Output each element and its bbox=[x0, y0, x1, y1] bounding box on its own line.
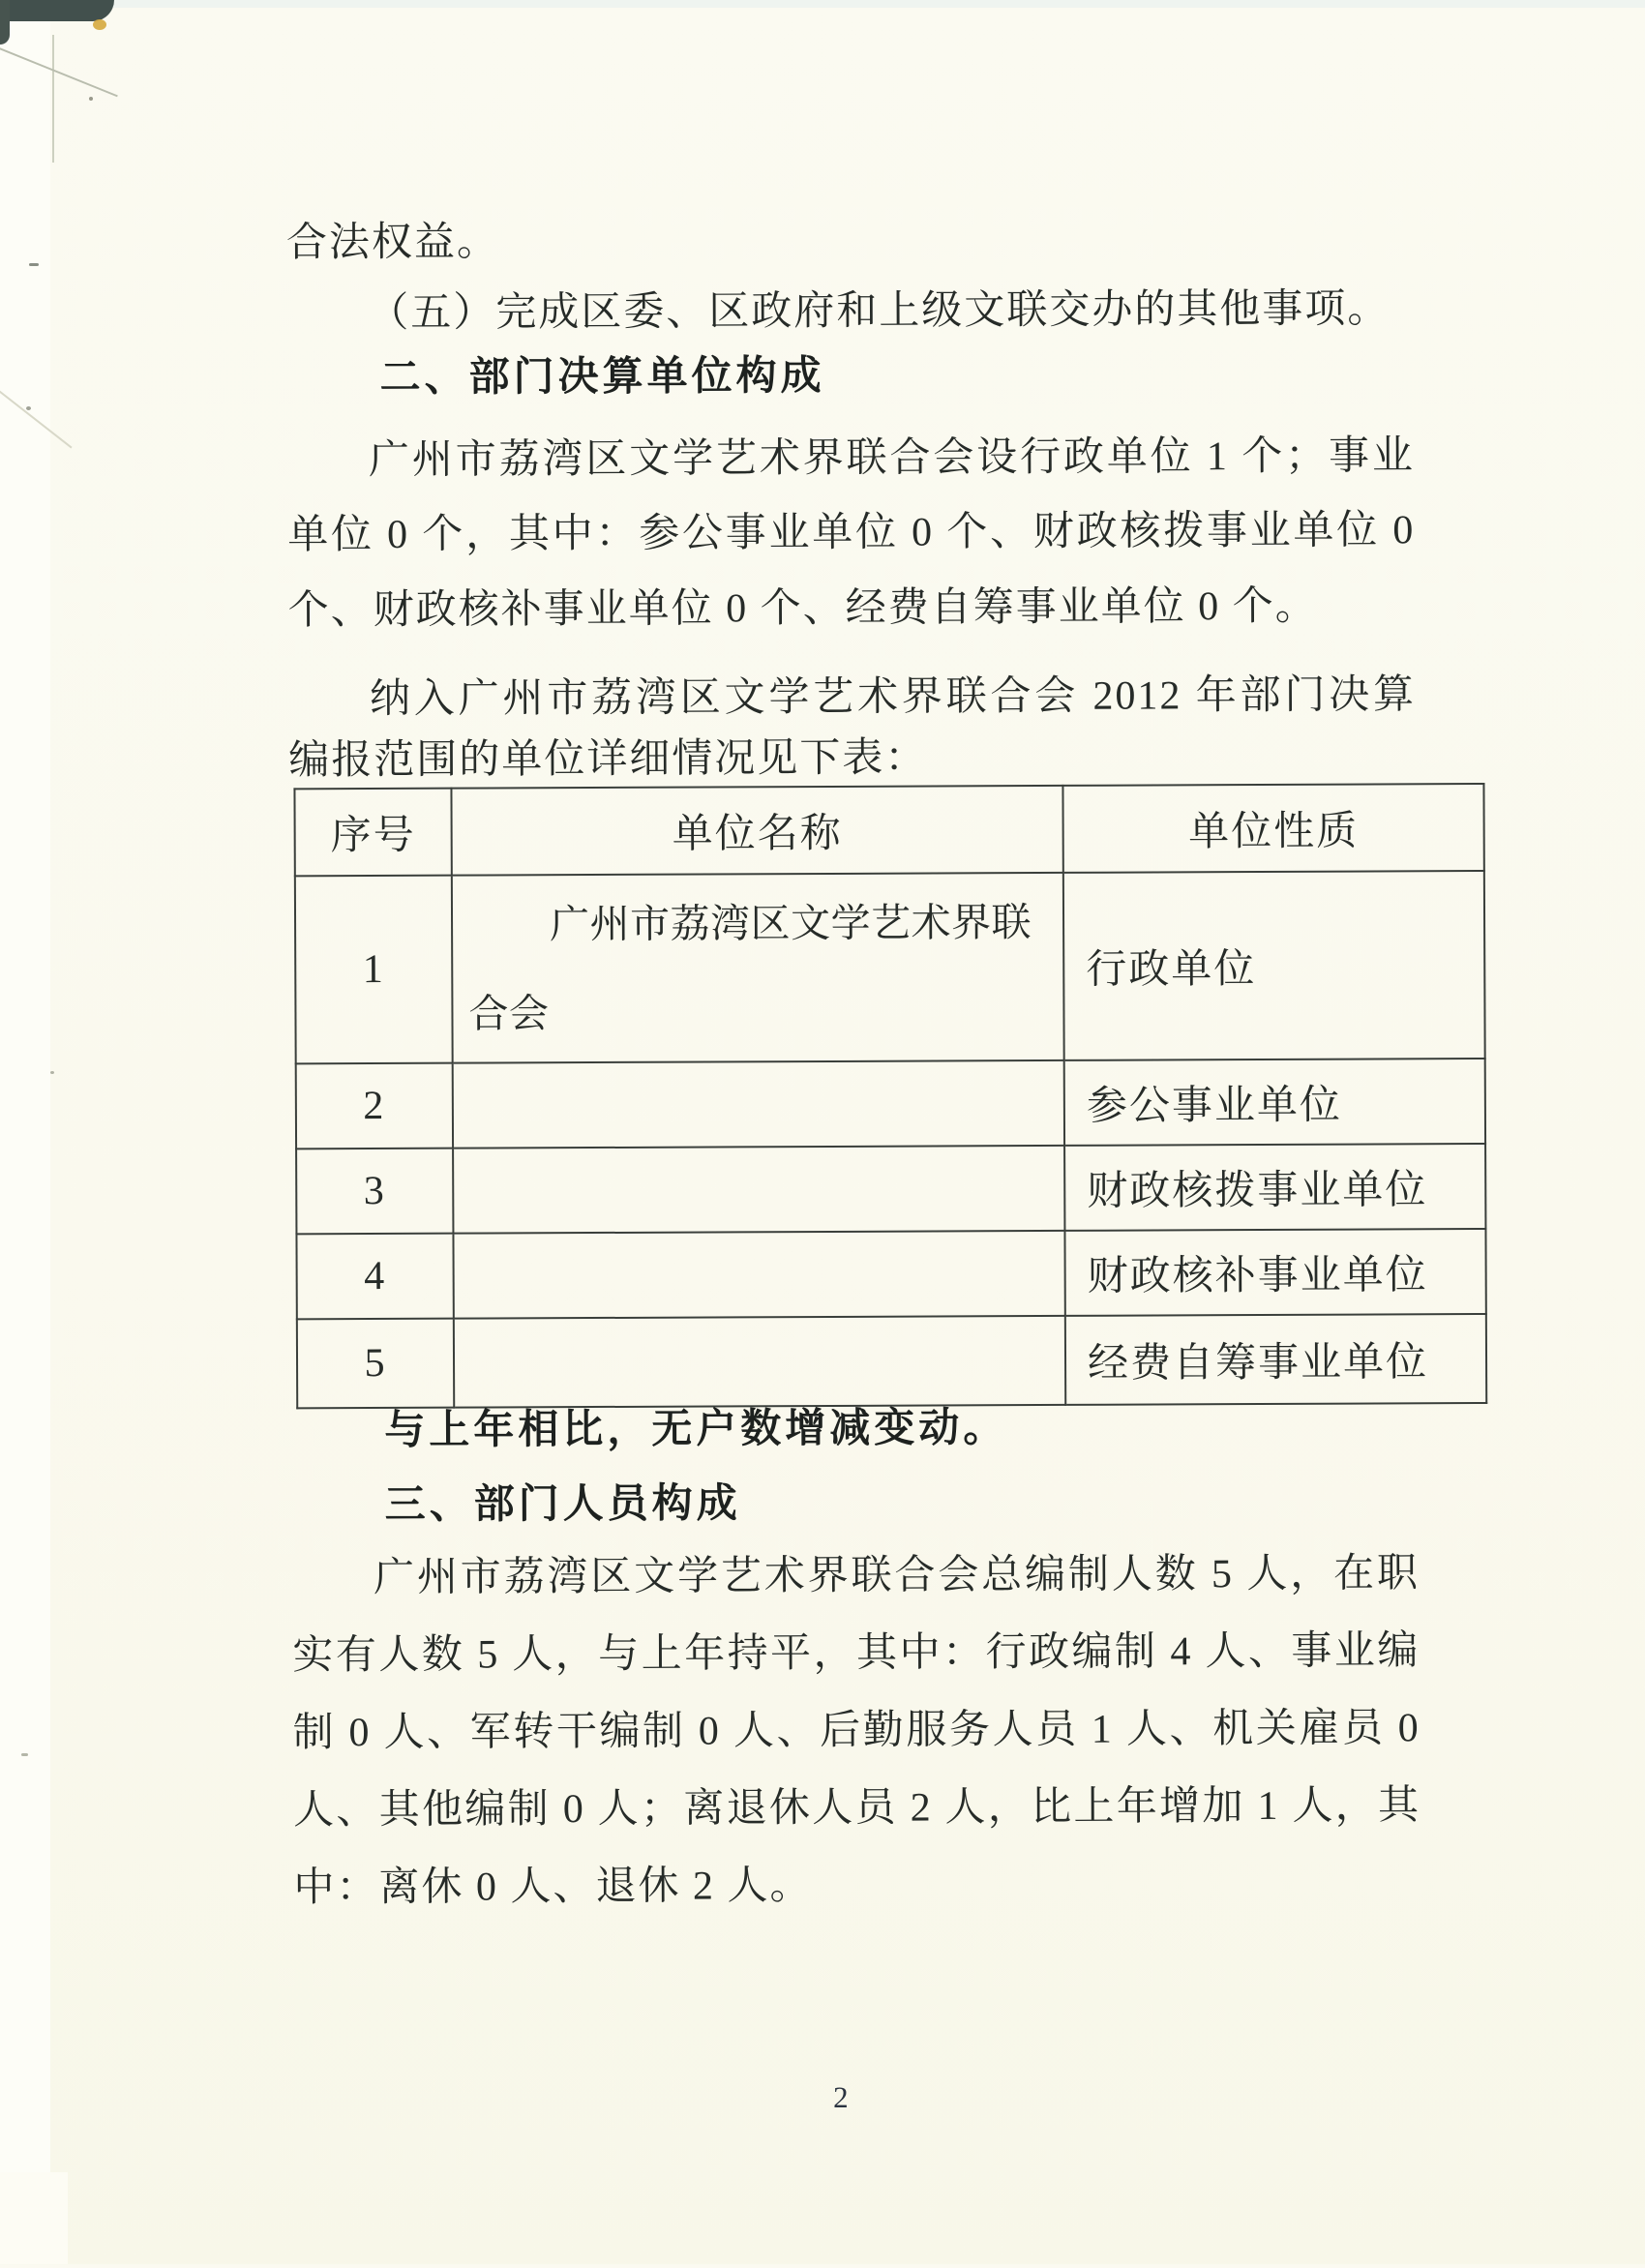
row4-unit-nature: 财政核补事业单位 bbox=[1064, 1229, 1485, 1316]
section2-heading: 二、部门决算单位构成 bbox=[379, 353, 825, 401]
table-row bbox=[296, 1059, 1485, 1149]
staff-paragraph-line1: 广州市荔湾区文学艺术界联合会总编制人数 5 人，在职 bbox=[373, 1551, 1421, 1601]
units-table-header-row bbox=[294, 784, 1483, 876]
table-row bbox=[296, 1144, 1485, 1234]
row4-no: 4 bbox=[296, 1234, 453, 1320]
row2-no: 2 bbox=[296, 1063, 453, 1149]
comparison-note: 与上年相比，无户数增减变动。 bbox=[384, 1406, 1008, 1453]
table-row bbox=[295, 871, 1485, 1063]
row3-no: 3 bbox=[296, 1149, 453, 1235]
text-item-five: （五）完成区委、区政府和上级文联交办的其他事项。 bbox=[368, 286, 1391, 337]
staff-paragraph-line2: 实有人数 5 人，与上年持平，其中：行政编制 4 人、事业编 bbox=[292, 1628, 1421, 1679]
page-number: 2 bbox=[833, 2079, 850, 2114]
staff-paragraph-line5: 中：离休 0 人、退休 2 人。 bbox=[293, 1864, 813, 1911]
org-paragraph-line2: 单位 0 个，其中：参公事业单位 0 个、财政核拨事业单位 0 bbox=[287, 508, 1416, 558]
column-header-no: 序号 bbox=[294, 789, 451, 877]
row2-unit-name bbox=[453, 1060, 1064, 1149]
row1-unit-name: 广州市荔湾区文学艺术界联合会 bbox=[452, 873, 1064, 1063]
row1-unit-nature: 行政单位 bbox=[1063, 871, 1485, 1060]
section3-heading: 三、部门人员构成 bbox=[384, 1481, 741, 1528]
table-row bbox=[296, 1229, 1485, 1319]
row5-unit-nature: 经费自筹事业单位 bbox=[1065, 1314, 1486, 1405]
staff-paragraph-line3: 制 0 人、军转干编制 0 人、后勤服务人员 1 人、机关雇员 0 bbox=[292, 1706, 1421, 1756]
staff-paragraph-line4: 人、其他编制 0 人；离退休人员 2 人，比上年增加 1 人，其 bbox=[292, 1783, 1421, 1834]
row3-unit-name bbox=[453, 1146, 1064, 1234]
org-paragraph-line1: 广州市荔湾区文学艺术界联合会设行政单位 1 个；事业 bbox=[368, 433, 1416, 484]
row1-no: 1 bbox=[295, 876, 453, 1064]
table-row bbox=[297, 1314, 1486, 1408]
row5-no: 5 bbox=[297, 1319, 454, 1409]
scope-paragraph-line1: 纳入广州市荔湾区文学艺术界联合会 2012 年部门决算 bbox=[369, 672, 1417, 723]
scope-paragraph-line2: 编报范围的单位详细情况见下表： bbox=[288, 735, 928, 784]
row2-unit-nature: 参公事业单位 bbox=[1064, 1059, 1485, 1146]
row5-unit-name bbox=[454, 1316, 1065, 1408]
row4-unit-name bbox=[453, 1231, 1064, 1319]
column-header-name: 单位名称 bbox=[451, 786, 1062, 876]
org-paragraph-line3: 个、财政核补事业单位 0 个、经费自筹事业单位 0 个。 bbox=[287, 583, 1318, 634]
text-line-rights: 合法权益。 bbox=[285, 220, 500, 266]
column-header-nature: 单位性质 bbox=[1062, 784, 1483, 873]
units-table bbox=[293, 783, 1487, 1409]
row3-unit-nature: 财政核拨事业单位 bbox=[1064, 1144, 1485, 1231]
